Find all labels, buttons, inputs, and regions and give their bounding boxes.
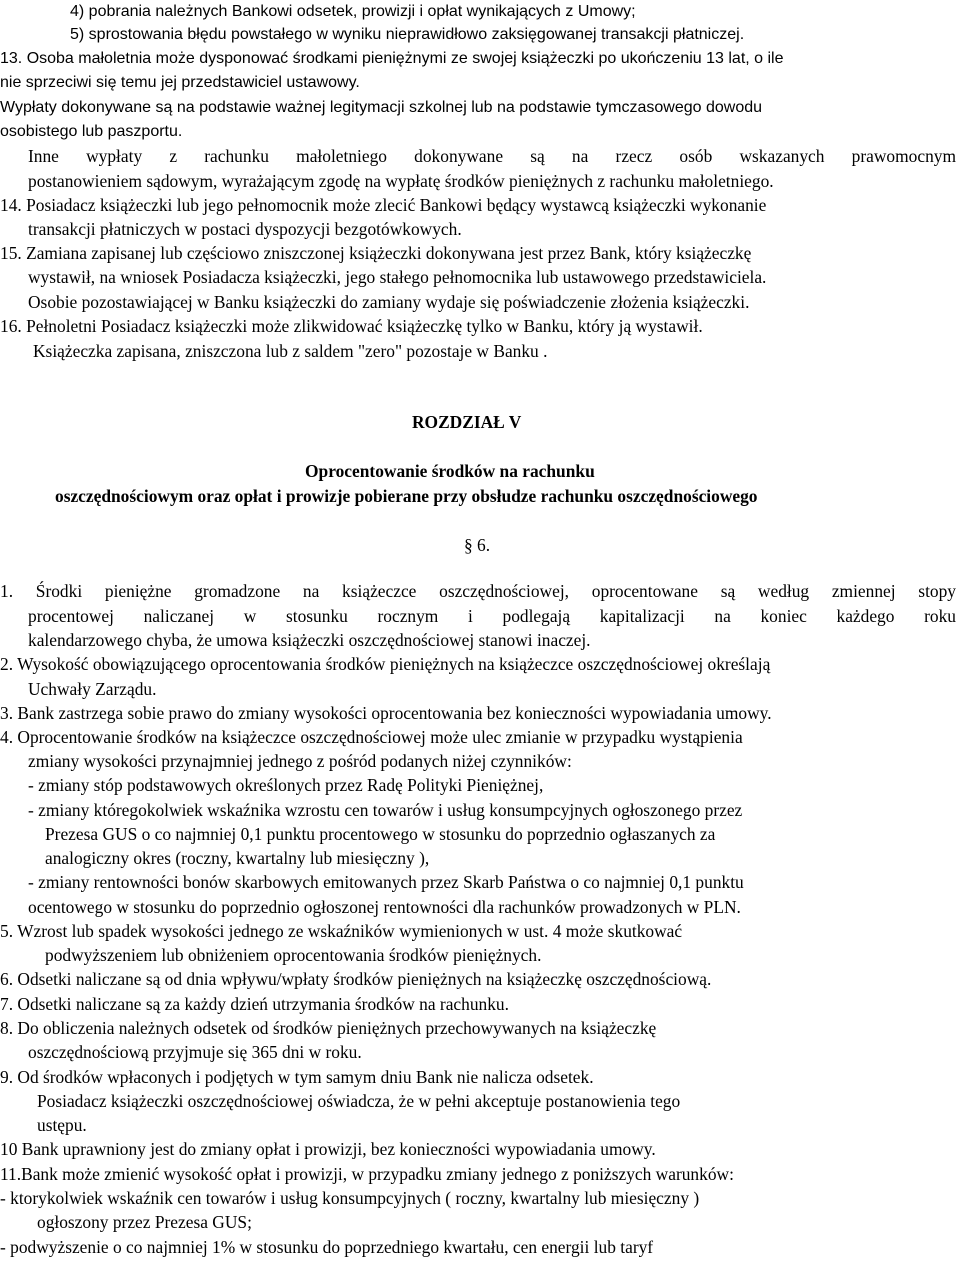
paragraph-line: 6. Odsetki naliczane są od dnia wpływu/wpłaty środków pieniężnych na książeczkę oszczędnościową. — [0, 969, 712, 989]
chapter-heading: ROZDZIAŁ V — [412, 412, 522, 432]
paragraph-line: 4. Oprocentowanie środków na książeczce oszczędnościowej może ulec zmianie w przypadku wystąpienia — [0, 727, 743, 747]
paragraph-line: Wypłaty dokonywane są na podstawie ważnej legitymacji szkolnej lub na podstawie tymczasowego dowodu — [0, 99, 763, 116]
paragraph-line: Uchwały Zarządu. — [28, 679, 157, 699]
paragraph-line: 15. Zamiana zapisanej lub częściowo zniszczonej książeczki dokonywana jest przez Bank, który książeczkę — [0, 243, 752, 263]
paragraph-line: 5. Wzrost lub spadek wysokości jednego ze wskaźników wymienionych w ust. 4 może skutkować — [0, 921, 683, 941]
paragraph-line: osobistego lub paszportu. — [0, 123, 183, 140]
paragraph-line: Inne wypłaty z rachunku małoletniego dokonywane są na rzecz osób wskazanych prawomocnym — [28, 146, 956, 166]
paragraph-line: postanowieniem sądowym, wyrażającym zgodę na wypłatę środków pieniężnych z rachunku małoletniego. — [28, 171, 774, 191]
paragraph-line: transakcji płatniczych w postaci dyspozycji bezgotówkowych. — [28, 219, 462, 239]
paragraph-line: 3. Bank zastrzega sobie prawo do zmiany wysokości oprocentowania bez konieczności wypowiadania umowy. — [0, 703, 772, 723]
paragraph-line: 7. Odsetki naliczane są za każdy dzień utrzymania środków na rachunku. — [0, 994, 509, 1014]
list-item: - zmiany któregokolwiek wskaźnika wzrostu cen towarów i usług konsumpcyjnych ogłoszonego przez — [28, 800, 743, 820]
list-item: 5) sprostowania błędu powstałego w wyniku nieprawidłowo zaksięgowanej transakcji płatniczej. — [70, 26, 745, 43]
paragraph-line: 1. Środki pieniężne gromadzone na książeczce oszczędnościowej, oprocentowane są według zmiennej stopy — [0, 581, 956, 601]
paragraph-line: Prezesa GUS o co najmniej 0,1 punktu procentowego w stosunku do poprzednio ogłaszanych za — [45, 824, 716, 844]
paragraph-line: ocentowego w stosunku do poprzednio ogłoszonej rentowności dla rachunków prowadzonych w PLN. — [28, 897, 741, 917]
list-item: 4) pobrania należnych Bankowi odsetek, prowizji i opłat wynikających z Umowy; — [70, 3, 636, 20]
paragraph-line: ogłoszony przez Prezesa GUS; — [37, 1212, 252, 1232]
paragraph-line: wystawił, na wniosek Posiadacza książeczki, jego stałego pełnomocnika lub ustawowego przedstawiciela. — [28, 267, 767, 287]
paragraph-line: 16. Pełnoletni Posiadacz książeczki może zlikwidować książeczkę tylko w Banku, który ją wystawił. — [0, 316, 703, 336]
paragraph-line: podwyższeniem lub obniżeniem oprocentowania środków pieniężnych. — [45, 945, 542, 965]
paragraph-line: ustępu. — [37, 1115, 87, 1135]
paragraph-line: oszczędnościową przyjmuje się 365 dni w roku. — [28, 1042, 362, 1062]
paragraph-line: 8. Do obliczenia należnych odsetek od środków pieniężnych przechowywanych na książeczkę — [0, 1018, 657, 1038]
paragraph-line: 11.Bank może zmienić wysokość opłat i prowizji, w przypadku zmiany jednego z poniższych warunków: — [0, 1164, 734, 1184]
list-item: - zmiany rentowności bonów skarbowych emitowanych przez Skarb Państwa o co najmniej 0,1 punktu — [28, 872, 744, 892]
paragraph-line: analogiczny okres (roczny, kwartalny lub miesięczny ), — [45, 848, 430, 868]
paragraph-line: 10 Bank uprawniony jest do zmiany opłat i prowizji, bez konieczności wypowiadania umowy. — [0, 1139, 656, 1159]
list-item: - podwyższenie o co najmniej 1% w stosunku do poprzedniego kwartału, cen energii lub taryf — [0, 1237, 654, 1257]
paragraph-line: 14. Posiadacz książeczki lub jego pełnomocnik może zlecić Bankowi będący wystawcą książeczki wykonanie — [0, 195, 767, 215]
paragraph-line: Książeczka zapisana, zniszczona lub z saldem "zero" pozostaje w Banku . — [33, 341, 548, 361]
section-title: Oprocentowanie środków na rachunku — [305, 461, 595, 481]
section-title: oszczędnościowym oraz opłat i prowizje pobierane przy obsłudze rachunku oszczędnościowego — [55, 486, 758, 506]
paragraph-line: 2. Wysokość obowiązującego oprocentowania środków pieniężnych na książeczce oszczędnościowej określają — [0, 654, 771, 674]
list-item: - zmiany stóp podstawowych określonych przez Radę Polityki Pieniężnej, — [28, 775, 544, 795]
paragraph-line: Osobie pozostawiającej w Banku książeczki do zamiany wydaje się poświadczenie złożenia książeczki. — [28, 292, 750, 312]
paragraph-line: nie sprzeciwi się temu jej przedstawiciel ustawowy. — [0, 74, 360, 91]
paragraph-line: zmiany wysokości przynajmniej jednego z pośród podanych niżej czynników: — [28, 751, 572, 771]
paragraph-line: 13. Osoba małoletnia może dysponować środkami pieniężnymi ze swojej książeczki po ukończeniu 13 lat, o ile — [0, 50, 784, 67]
list-item: - ktorykolwiek wskaźnik cen towarów i usług konsumpcyjnych ( roczny, kwartalny lub miesięczny ) — [0, 1188, 700, 1208]
paragraph-line: kalendarzowego chyba, że umowa książeczki oszczędnościowej stanowi inaczej. — [28, 630, 591, 650]
paragraph-line: 9. Od środków wpłaconych i podjętych w tym samym dniu Bank nie nalicza odsetek. — [0, 1067, 594, 1087]
paragraph-line: Posiadacz książeczki oszczędnościowej oświadcza, że w pełni akceptuje postanowienia tego — [37, 1091, 681, 1111]
paragraph-line: procentowej naliczanej w stosunku rocznym i podlegają kapitalizacji na koniec każdego roku — [28, 606, 956, 626]
paragraph-number: § 6. — [464, 535, 491, 555]
